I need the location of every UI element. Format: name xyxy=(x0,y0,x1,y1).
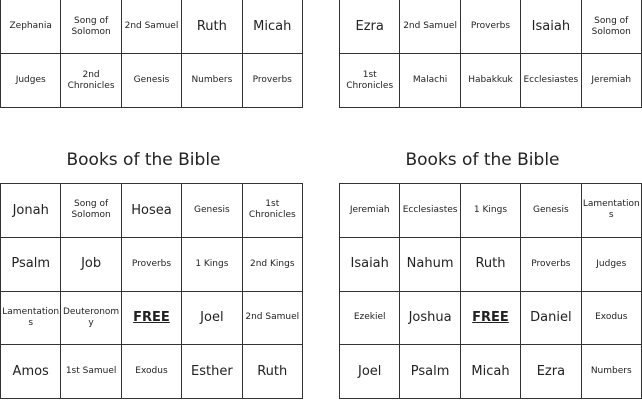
bingo-cell: Job xyxy=(61,237,121,291)
bingo-cell: Habakkuk xyxy=(460,54,520,108)
bingo-cell: 1st Chronicles xyxy=(340,54,400,108)
bingo-cell: Micah xyxy=(460,345,520,399)
table-row xyxy=(340,345,642,399)
bingo-cell: Ezra xyxy=(521,345,581,399)
bingo-cell: Song of Solomon xyxy=(581,0,641,54)
bingo-cell: 2nd Samuel xyxy=(242,291,302,345)
bingo-cell: Ezekiel xyxy=(340,291,400,345)
bingo-cell: Lamentations xyxy=(581,184,641,238)
bingo-cell: Proverbs xyxy=(460,0,520,54)
bingo-cell: Joel xyxy=(182,291,242,345)
table-row xyxy=(1,345,303,399)
table-row xyxy=(340,54,642,108)
bingo-cell: Esther xyxy=(182,345,242,399)
bingo-cell: Judges xyxy=(581,237,641,291)
free-cell: FREE xyxy=(460,291,520,345)
bingo-cell: Deuteronomy xyxy=(61,291,121,345)
bingo-cell: Ecclesiastes xyxy=(400,184,460,238)
bingo-cell: Isaiah xyxy=(340,237,400,291)
bingo-cell: Genesis xyxy=(182,184,242,238)
bingo-cell: 2nd Kings xyxy=(242,237,302,291)
bingo-cell: Exodus xyxy=(581,291,641,345)
bingo-cell: Zephania xyxy=(1,0,61,54)
bingo-cell: Exodus xyxy=(121,345,181,399)
bingo-cell: Isaiah xyxy=(521,0,581,54)
bingo-cell: Jeremiah xyxy=(340,184,400,238)
bingo-cell: Ruth xyxy=(460,237,520,291)
bingo-cell: Joshua xyxy=(400,291,460,345)
bingo-cell: Nahum xyxy=(400,237,460,291)
bingo-cell: Micah xyxy=(242,0,302,54)
bingo-cell: 2nd Samuel xyxy=(121,0,181,54)
table-row xyxy=(340,184,642,238)
bingo-cell: Song of Solomon xyxy=(61,0,121,54)
bingo-cell: 1st Chronicles xyxy=(242,184,302,238)
bingo-cell: Psalm xyxy=(1,237,61,291)
bingo-cell: 1 Kings xyxy=(182,237,242,291)
bingo-cell: Ecclesiastes xyxy=(521,54,581,108)
bingo-cell: Judges xyxy=(1,54,61,108)
bingo-cell: Jonah xyxy=(1,184,61,238)
table-row xyxy=(1,184,303,238)
bingo-card-bottom-right xyxy=(339,183,642,399)
bingo-cell: Genesis xyxy=(521,184,581,238)
bingo-cell: Malachi xyxy=(400,54,460,108)
bingo-cell: Genesis xyxy=(121,54,181,108)
bingo-cell: Joel xyxy=(340,345,400,399)
table-row xyxy=(1,54,303,108)
table-row xyxy=(340,237,642,291)
table-row xyxy=(1,237,303,291)
bingo-cell: Proverbs xyxy=(121,237,181,291)
bingo-cell: Ruth xyxy=(242,345,302,399)
bingo-cell: Daniel xyxy=(521,291,581,345)
bingo-cell: Proverbs xyxy=(242,54,302,108)
bingo-cell: 1st Samuel xyxy=(61,345,121,399)
bingo-cell: 1 Kings xyxy=(460,184,520,238)
bingo-cell: Numbers xyxy=(182,54,242,108)
bingo-card-top-left xyxy=(0,0,303,108)
card-title: Books of the Bible xyxy=(405,150,560,170)
bingo-cell: Lamentations xyxy=(1,291,61,345)
table-row xyxy=(1,0,303,54)
bingo-card-top-right xyxy=(339,0,642,108)
free-cell: FREE xyxy=(121,291,181,345)
bingo-cell: 2nd Samuel xyxy=(400,0,460,54)
bingo-card-bottom-left xyxy=(0,183,303,399)
table-row xyxy=(340,291,642,345)
bingo-cell: Proverbs xyxy=(521,237,581,291)
bingo-cell: Song of Solomon xyxy=(61,184,121,238)
card-title: Books of the Bible xyxy=(66,150,221,170)
bingo-cell: Jeremiah xyxy=(581,54,641,108)
bingo-cell: Ezra xyxy=(340,0,400,54)
table-row xyxy=(340,0,642,54)
bingo-cell: Numbers xyxy=(581,345,641,399)
table-row xyxy=(1,291,303,345)
bingo-cell: Ruth xyxy=(182,0,242,54)
bingo-cell: Hosea xyxy=(121,184,181,238)
bingo-cell: Amos xyxy=(1,345,61,399)
bingo-cell: Psalm xyxy=(400,345,460,399)
bingo-cell: 2nd Chronicles xyxy=(61,54,121,108)
